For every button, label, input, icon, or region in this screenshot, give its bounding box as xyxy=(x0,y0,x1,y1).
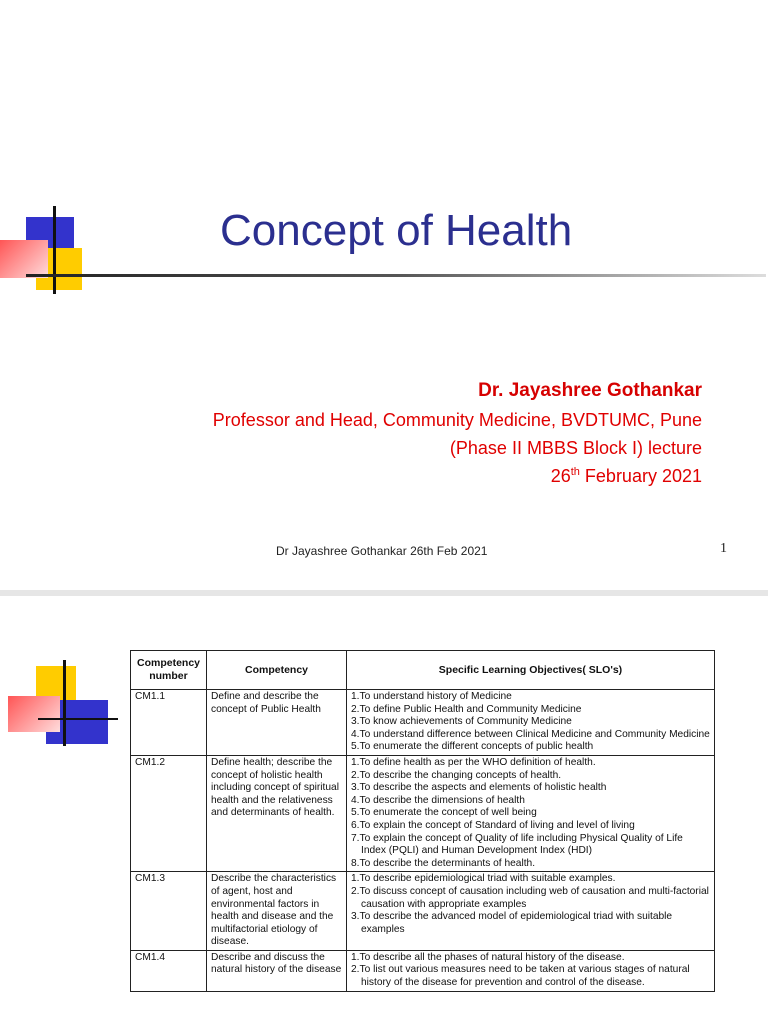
objective-item: 3.To describe the advanced model of epidemiological triad with suitable examples xyxy=(351,911,673,935)
objective-item: 5.To enumerate the different concepts of public health xyxy=(351,741,594,753)
competency-number: CM1.4 xyxy=(131,950,207,991)
competency-text: Define health; describe the concept of holistic health including concept of spiritual health and the relativeness and determinants of health. xyxy=(207,755,347,871)
corner-decoration xyxy=(8,656,128,756)
competency-number: CM1.1 xyxy=(131,690,207,756)
lecture-date: 26th February 2021 xyxy=(550,466,702,486)
objective-item: 2.To describe the changing concepts of health. xyxy=(351,769,562,781)
slide-title: Concept of Health xyxy=(220,206,573,255)
objective-item: 3.To describe the aspects and elements of holistic health xyxy=(351,782,607,794)
table-row xyxy=(131,755,715,871)
header-competency-number: Competency number xyxy=(131,651,207,690)
objective-item: 1.To define health as per the WHO definition of health. xyxy=(351,756,596,768)
page-number: 1 xyxy=(720,541,727,556)
competency-number: CM1.3 xyxy=(131,872,207,951)
objectives-cell xyxy=(347,690,715,756)
objective-item: 7.To explain the concept of Quality of life including Physical Quality of Life Index (PQLI) and Human Development Index (HDI) xyxy=(351,832,683,857)
objectives-cell xyxy=(347,755,715,871)
competency-text: Describe and discuss the natural history of the disease xyxy=(207,950,347,991)
objective-item: 8.To describe the determinants of health. xyxy=(351,857,536,869)
header-competency: Competency xyxy=(207,651,347,690)
objective-item: 2.To discuss concept of causation including web of causation and multi-factorial causation with appropriate examples xyxy=(351,885,709,910)
competency-number: CM1.2 xyxy=(131,755,207,871)
header-slo: Specific Learning Objectives( SLO's) xyxy=(347,651,715,690)
table-header-row xyxy=(131,651,715,690)
competency-text: Describe the characteristics of agent, host and environmental factors in health and disease and the multifactorial etiology of disease. xyxy=(207,872,347,951)
objective-item: 6.To explain the concept of Standard of living and level of living xyxy=(351,819,635,831)
table-row xyxy=(131,690,715,756)
author-designation: Professor and Head, Community Medicine, BVDTUMC, Pune xyxy=(212,410,702,430)
slo-table xyxy=(130,650,715,992)
author-name: Dr. Jayashree Gothankar xyxy=(478,380,702,401)
title-underline xyxy=(26,274,766,277)
objective-item: 2.To define Public Health and Community Medicine xyxy=(351,703,582,715)
table-row xyxy=(131,950,715,991)
objective-item: 2.To list out various measures need to be taken at various stages of natural history of the disease for prevention and control of the disease. xyxy=(351,964,690,989)
objectives-cell xyxy=(347,950,715,991)
objective-item: 1.To understand history of Medicine xyxy=(351,691,512,702)
objective-item: 1.To describe epidemiological triad with suitable examples. xyxy=(351,873,616,885)
table-row xyxy=(131,872,715,951)
objectives-cell xyxy=(347,872,715,951)
objective-item: 4.To describe the dimensions of health xyxy=(351,794,525,806)
corner-decoration xyxy=(0,200,110,300)
slide-footer: Dr Jayashree Gothankar 26th Feb 2021 xyxy=(276,544,488,558)
course-info: (Phase II MBBS Block I) lecture xyxy=(449,438,702,458)
objective-item: 1.To describe all the phases of natural history of the disease. xyxy=(351,951,625,963)
objective-item: 4.To understand difference between Clinical Medicine and Community Medicine xyxy=(351,728,710,740)
objective-item: 5.To enumerate the concept of well being xyxy=(351,807,537,819)
competency-text: Define and describe the concept of Public Health xyxy=(207,690,347,756)
objective-item: 3.To know achievements of Community Medicine xyxy=(351,716,572,728)
competency-slide xyxy=(0,596,768,1024)
